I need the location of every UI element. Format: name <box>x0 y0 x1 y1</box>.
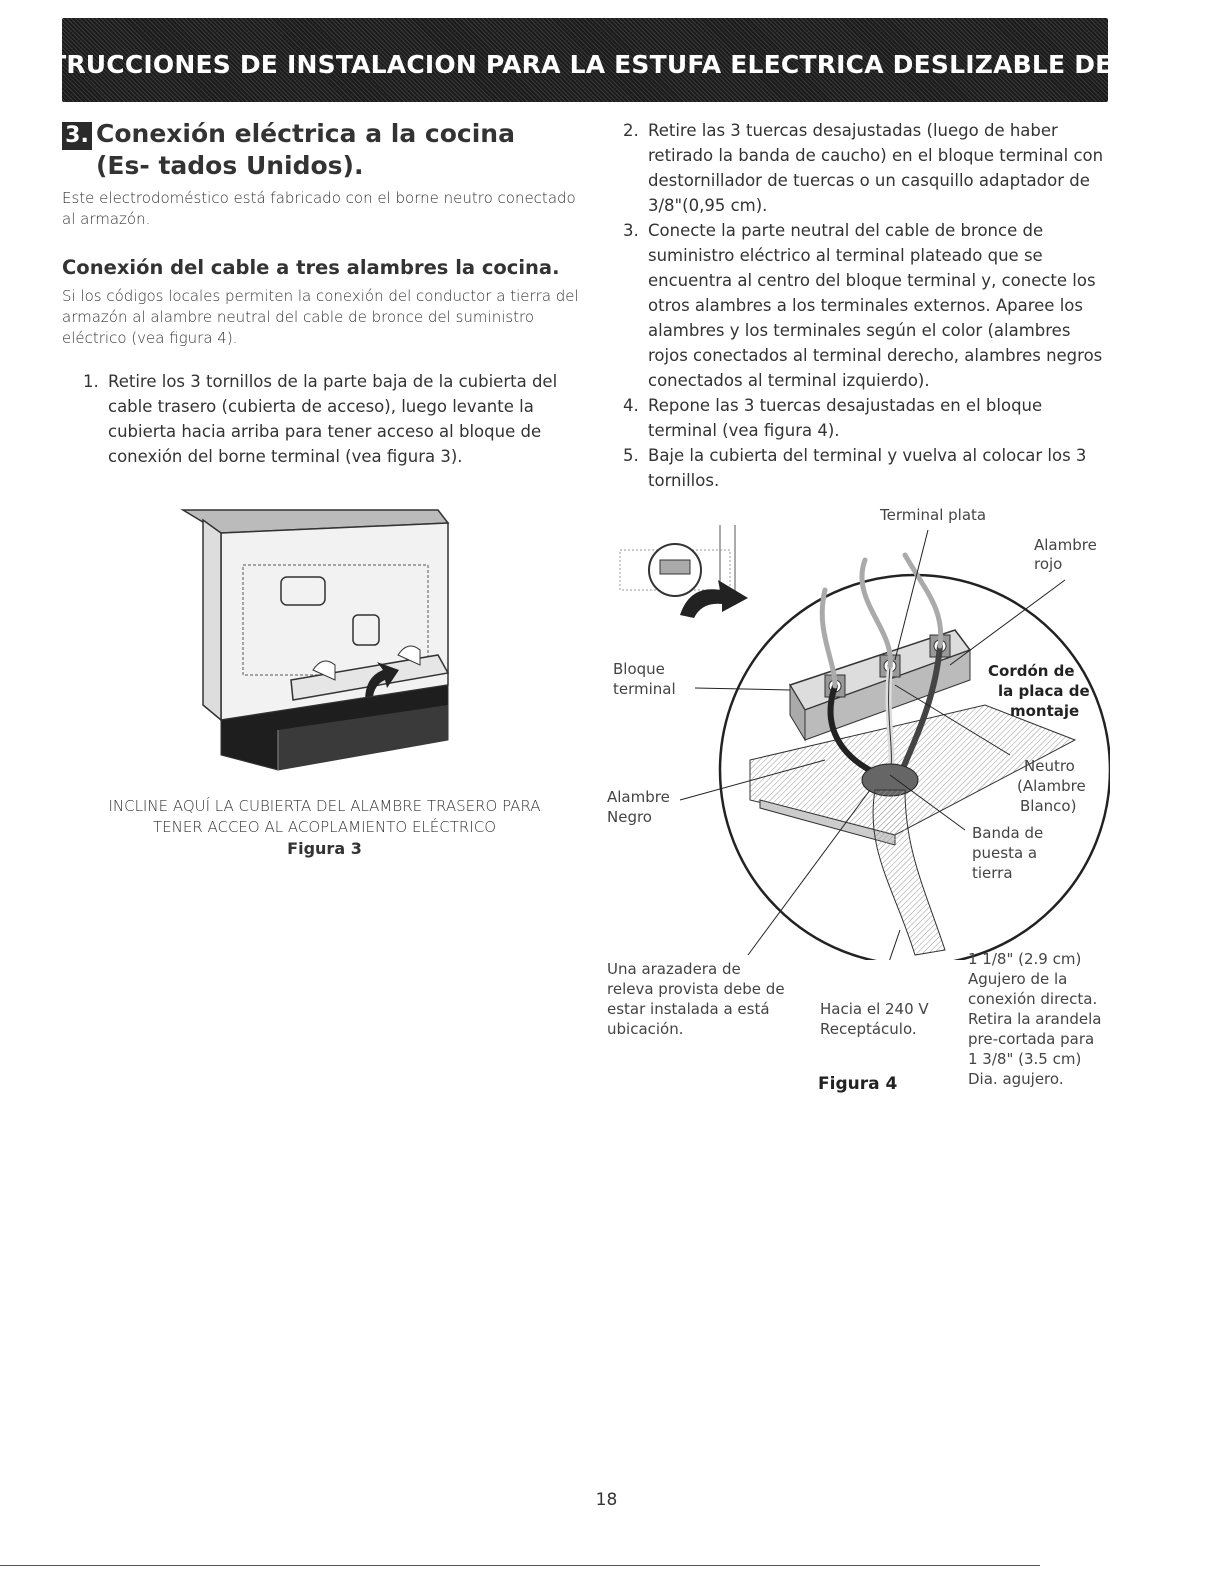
section-intro: Este electrodoméstico está fabricado con el borne neutro conectado al armazón. <box>62 189 576 228</box>
label-agujero-1: 1 1/8" (2.9 cm) <box>968 950 1082 968</box>
header-banner <box>0 18 1170 102</box>
page-number: 18 <box>595 1490 618 1510</box>
label-cordon-2: la placa de <box>998 682 1090 700</box>
sub-intro: Si los códigos locales permiten la conexión del conductor a tierra del armazón al alambre neutral del cable de bronce del suministro eléctrico (vea figura 4). <box>62 287 579 347</box>
step-number-badge: 3. <box>62 122 92 150</box>
label-banda-2: puesta a <box>972 844 1038 862</box>
inset-range-back <box>620 525 748 618</box>
label-alambre-rojo-2: rojo <box>1034 555 1063 573</box>
step-item: 4. Repone las 3 tuercas desajustadas en el bloque terminal (vea figura 4). <box>644 393 1112 443</box>
label-arazadera-2: releva provista debe de <box>607 980 785 998</box>
label-negro-2: Negro <box>607 808 652 826</box>
figure-3-caption <box>62 796 587 859</box>
label-arazadera-1: Una arazadera de <box>607 960 741 978</box>
step-item: 1. Retire los 3 tornillos de la parte baja de la cubierta del cable trasero (cubierta de acceso), luego levante la cubierta hacia arriba para tener acceso al bloque de conexión del borne terminal (vea figura 3). <box>104 369 587 469</box>
label-neutro-3: Blanco) <box>1020 797 1077 815</box>
label-bloque-1: Bloque <box>613 660 665 678</box>
subheading: Conexión del cable a tres alambres la cocina. <box>62 256 560 279</box>
figure-4-title: Figura 4 <box>818 1074 898 1094</box>
label-agujero-5: pre-cortada para <box>968 1030 1095 1048</box>
label-bloque-2: terminal <box>613 680 676 698</box>
label-agujero-4: Retira la arandela <box>968 1010 1102 1028</box>
label-banda-3: tierra <box>972 864 1013 882</box>
label-banda-1: Banda de <box>972 824 1044 842</box>
label-neutro-1: Neutro <box>1024 757 1075 775</box>
label-hacia-1: Hacia el 240 V <box>820 1000 929 1018</box>
label-cordon-3: montaje <box>1010 702 1080 720</box>
step-item: 3. Conecte la parte neutral del cable de bronce de suministro eléctrico al terminal plateado que se encuentra al centro del bloque terminal y, conecte los otros alambres a los terminales externos. Aparee los alambres y los terminales según el color (alambres rojos conectados al terminal derecho, alambres negros conectados al terminal izquierdo). <box>644 218 1112 393</box>
label-agujero-2: Agujero de la <box>968 970 1068 988</box>
figure-3-title: Figura 3 <box>287 839 362 858</box>
step-item: 5. Baje la cubierta del terminal y vuelva al colocar los 3 tornillos. <box>644 443 1112 493</box>
steps-list-right <box>612 118 1112 493</box>
label-alambre-rojo-1: Alambre <box>1034 536 1097 554</box>
steps-list-left <box>62 369 587 469</box>
label-negro-1: Alambre <box>607 788 670 806</box>
left-column <box>62 118 587 469</box>
section-heading-text: Conexión eléctrica a la cocina (Es- tados Unidos). <box>96 119 515 180</box>
label-agujero-7: Dia. agujero. <box>968 1070 1064 1088</box>
label-cordon-1: Cordón de <box>988 662 1075 680</box>
figure-3-caption-line2: TENER ACCEO AL ACOPLAMIENTO ELÉCTRICO <box>152 818 497 836</box>
figure-3-caption-line1: INCLINE AQUÍ LA CUBIERTA DEL ALAMBRE TRASERO PARA <box>108 797 541 815</box>
label-terminal-plata: Terminal plata <box>880 506 987 524</box>
label-neutro-2: (Alambre <box>1017 777 1086 795</box>
right-column <box>612 118 1112 493</box>
label-agujero-3: conexión directa. <box>968 990 1098 1008</box>
step-item: 2. Retire las 3 tuercas desajustadas (luego de haber retirado la banda de caucho) en el bloque terminal con destornillador de tuercas o un casquillo adaptador de 3/8"(0,95 cm). <box>644 118 1112 218</box>
banner-title: INSTRUCCIONES DE INSTALACION PARA LA ESTUFA ELECTRICA DESLIZABLE DE 30" <box>0 49 1170 79</box>
label-agujero-6: 1 3/8" (3.5 cm) <box>968 1050 1082 1068</box>
bottom-rule <box>0 1565 1040 1566</box>
section-heading <box>62 118 587 182</box>
figure-3-range-illustration <box>173 505 463 780</box>
label-arazadera-4: ubicación. <box>607 1020 684 1038</box>
figure-4-terminal-block-diagram <box>595 500 1110 960</box>
label-arazadera-3: estar instalada a está <box>607 1000 770 1018</box>
label-hacia-2: Receptáculo. <box>820 1020 917 1038</box>
